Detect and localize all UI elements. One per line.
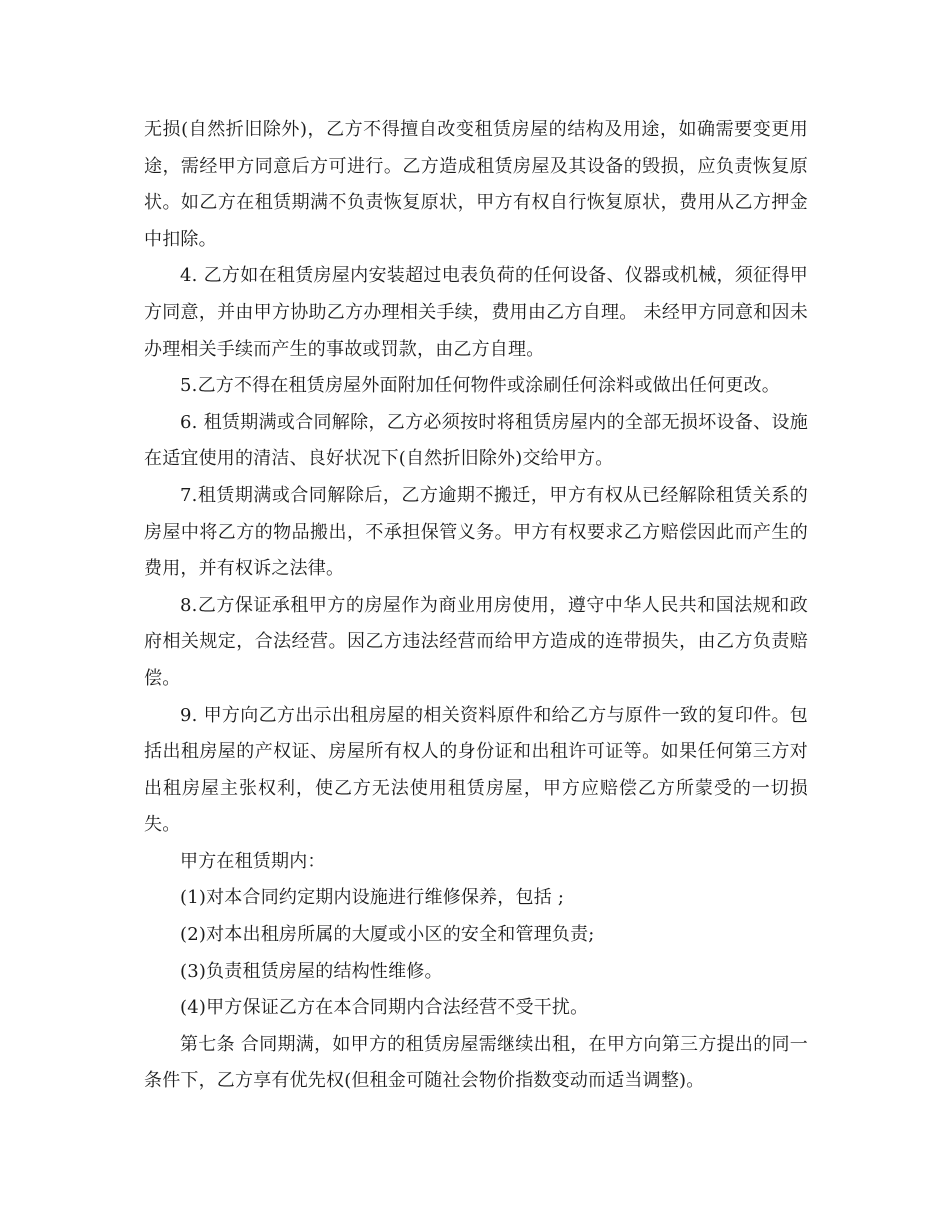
- paragraph-party-a-heading: 甲方在租赁期内：: [180, 850, 326, 872]
- paragraph-item-6: 6. 租赁期满或合同解除，乙方必须按时将租赁房屋内的全部无损坏设备、设施在适宜使用的清洁、良好状况下(自然折旧除外)交给甲方。: [144, 411, 808, 470]
- paragraph-article-7: 第七条 合同期满，如甲方的租赁房屋需继续出租，在甲方向第三方提出的同一条件下，乙方享有优先权(但租金可随社会物价指数变动而适当调整)。: [144, 1033, 808, 1092]
- paragraph-item-5: 5.乙方不得在租赁房屋外面附加任何物件或涂刷任何涂料或做出任何更改。: [180, 375, 780, 397]
- paragraph-continuation: 无损(自然折旧除外)，乙方不得擅自改变租赁房屋的结构及用途，如确需要变更用途，需经甲方同意后方可进行。乙方造成租赁房屋及其设备的毁损，应负责恢复原状。如乙方在租赁期满不负责恢复原状，甲方有权自行恢复原状，费用从乙方押金中扣除。: [144, 119, 808, 250]
- paragraph-item-4: 4. 乙方如在租赁房屋内安装超过电表负荷的任何设备、仪器或机械，须征得甲方同意，并由甲方协助乙方办理相关手续，费用由乙方自理。 未经甲方同意和因未办理相关手续而产生的事故或罚款，由乙方自理。: [144, 265, 808, 360]
- paragraph-party-a-1: (1)对本合同约定期内设施进行维修保养，包括 ;: [180, 887, 565, 909]
- paragraph-party-a-4: (4)甲方保证乙方在本合同期内合法经营不受干扰。: [180, 997, 589, 1019]
- paragraph-party-a-3: (3)负责租赁房屋的结构性维修。: [180, 960, 443, 982]
- paragraph-item-9: 9. 甲方向乙方出示出租房屋的相关资料原件和给乙方与原件一致的复印件。包括出租房屋的产权证、房屋所有权人的身份证和出租许可证等。如果任何第三方对出租房屋主张权利，使乙方无法使用租赁房屋，甲方应赔偿乙方所蒙受的一切损失。: [144, 704, 808, 836]
- paragraph-item-7: 7.租赁期满或合同解除后，乙方逾期不搬迁，甲方有权从已经解除租赁关系的房屋中将乙方的物品搬出，不承担保管义务。甲方有权要求乙方赔偿因此而产生的费用，并有权诉之法律。: [144, 484, 808, 580]
- document-body: [144, 112, 808, 1100]
- paragraph-item-8: 8.乙方保证承租甲方的房屋作为商业用房使用，遵守中华人民共和国法规和政府相关规定，合法经营。因乙方违法经营而给甲方造成的连带损失，由乙方负责赔偿。: [144, 594, 808, 689]
- paragraph-party-a-2: (2)对本出租房所属的大厦或小区的安全和管理负责;: [180, 924, 595, 946]
